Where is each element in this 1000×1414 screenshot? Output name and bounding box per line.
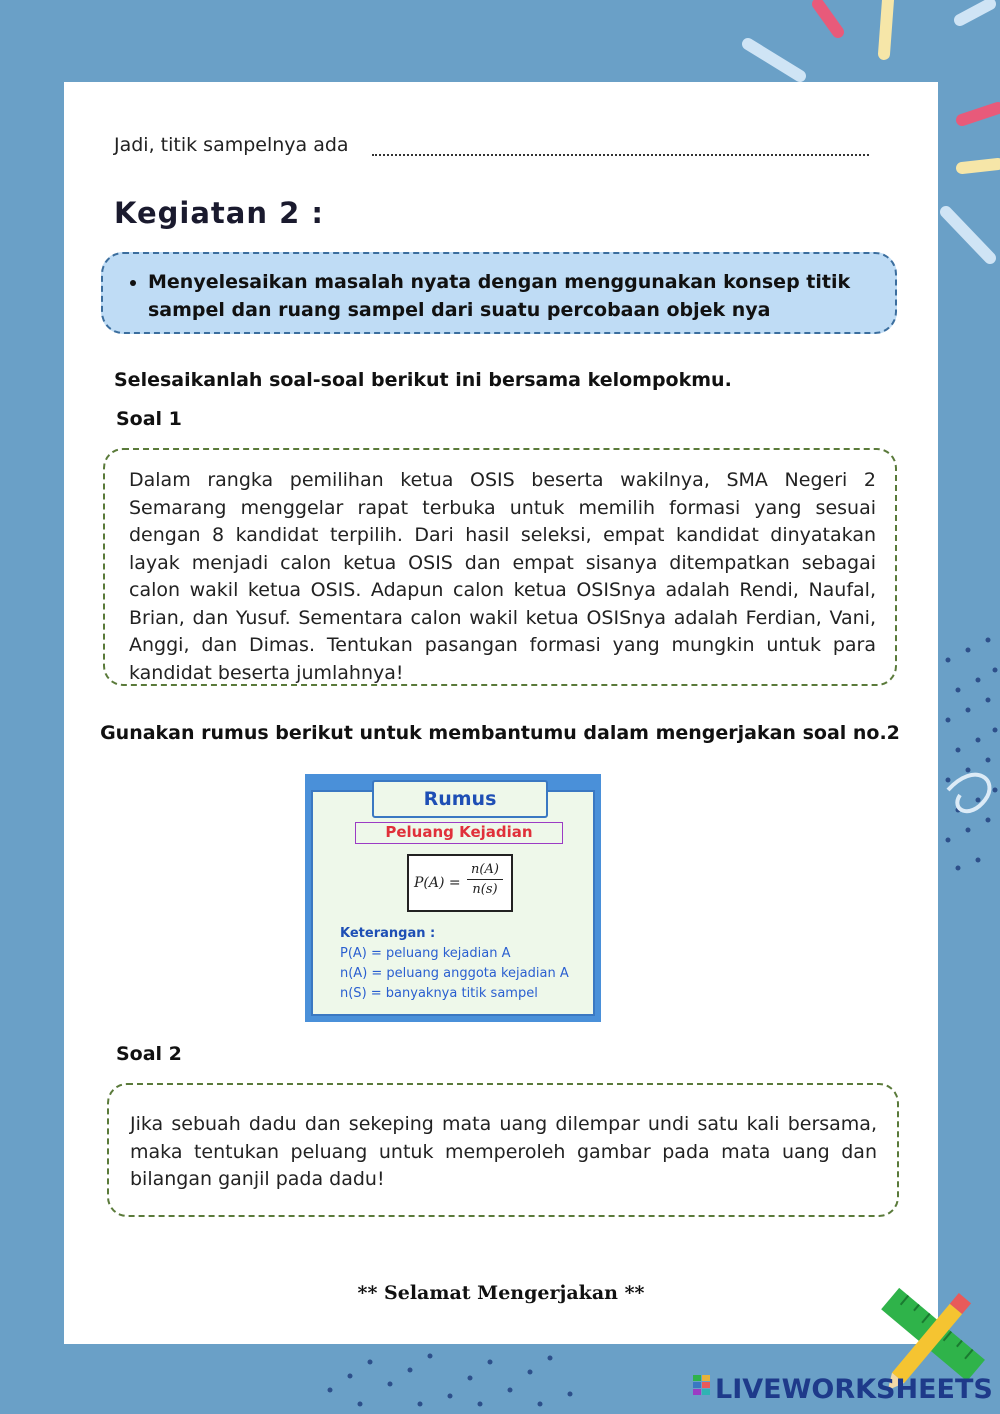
live-logo-icon [693, 1375, 711, 1401]
legend-line: n(A) = peluang anggota kejadian A [340, 966, 569, 981]
formula-subtitle: Peluang Kejadian [355, 822, 563, 844]
closing-message: ** Selamat Mengerjakan ** [357, 1282, 645, 1304]
formula-card-inner [311, 790, 595, 1016]
soal-1-label: Soal 1 [116, 408, 182, 430]
legend-line: n(S) = banyaknya titik sampel [340, 986, 538, 1001]
formula-title: Rumus [372, 780, 548, 818]
objective-item: • Menyelesaikan masalah nyata dengan menggunakan konsep titik sampel dan ruang sampel dari suatu percobaan objek nya [148, 268, 885, 324]
activity-heading: Kegiatan 2 : [114, 196, 324, 230]
formula-legend [340, 924, 569, 1004]
formula-card [305, 774, 601, 1022]
soal-2-box [107, 1083, 899, 1217]
sample-point-answer-line[interactable] [114, 134, 874, 164]
answer-line-label: Jadi, titik sampelnya ada [114, 134, 349, 156]
objective-box [101, 252, 897, 334]
formula-fraction [467, 862, 503, 897]
legend-title: Keterangan : [340, 926, 436, 941]
answer-dotted-line[interactable] [372, 154, 869, 156]
liveworksheets-logo [693, 1374, 993, 1405]
soal-2-text: Jika sebuah dadu dan sekeping mata uang dilempar undi satu kali bersama, maka tentukan peluang untuk memperoleh gambar pada mata uang dan bilangan ganjil pada dadu! [130, 1113, 877, 1190]
instruction-text: Selesaikanlah soal-soal berikut ini bersama kelompokmu. [114, 369, 732, 391]
formula-helper-text: Gunakan rumus berikut untuk membantumu dalam mengerjakan soal no.2 [100, 722, 900, 744]
formula-lhs: P(A) = [414, 875, 461, 891]
formula-numerator: n(A) [471, 862, 499, 877]
probability-formula [407, 854, 513, 912]
formula-denominator: n(s) [472, 882, 498, 897]
soal-1-text: Dalam rangka pemilihan ketua OSIS beserta wakilnya, SMA Negeri 2 Semarang menggelar rapat terbuka untuk memilih formasi yang sesuai dengan 8 kandidat terpilih. Dari hasil seleksi, empat kandidat dinyatakan layak menjadi calon ketua OSIS dan empat sisanya ditempatkan sebagai calon wakil ketua OSIS. Adapun calon ketua OSISnya adalah Rendi, Naufal, Brian, dan Yusuf. Sementara calon wakil ketua OSISnya adalah Ferdian, Vani, Anggi, dan Dimas. Tentukan pasangan formasi yang mungkin untuk para kandidat beserta jumlahnya! [129, 469, 876, 684]
soal-2-label: Soal 2 [116, 1043, 182, 1065]
legend-line: P(A) = peluang kejadian A [340, 946, 511, 961]
soal-1-box [103, 448, 897, 686]
brand-text: LIVEWORKSHEETS [715, 1374, 993, 1405]
fraction-bar [467, 879, 503, 880]
